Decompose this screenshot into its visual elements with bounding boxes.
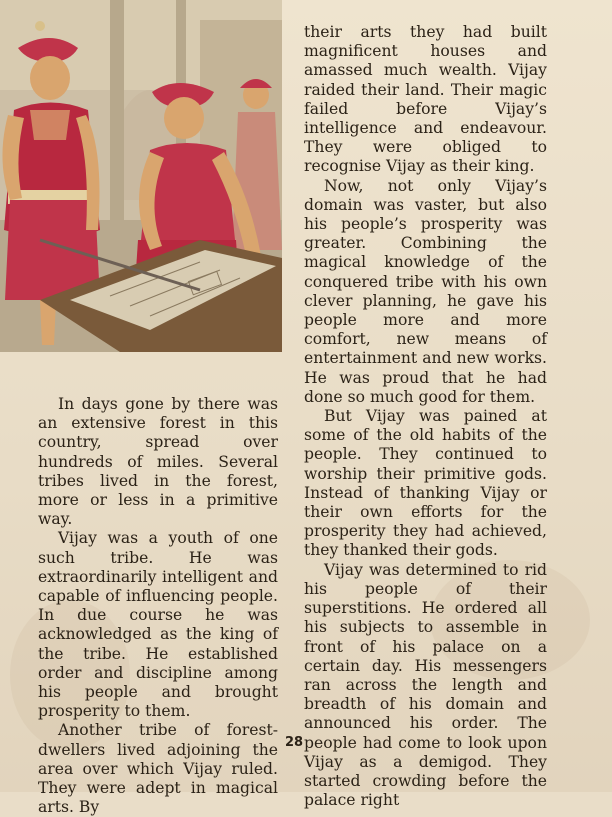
left-text-column <box>38 395 278 817</box>
paragraph: Vijay was a youth of one such tribe. He was extraordinarily intelligent and capable of influencing people. In due course he was acknowledged as the king of the tribe. He established order and discipline among his people and brought prosperity to them. <box>38 529 278 721</box>
page-number: 28 <box>284 735 304 750</box>
story-illustration <box>0 0 282 352</box>
paragraph: Now, not only Vijay’s domain was vaster, but also his people’s prosperity was greater. Combining the magical knowledge of the conquered tribe with his own clever planning, he gave his people more and more comfort, new means of entertainment and new works. He was proud that he had done so much good for them. <box>304 176 547 406</box>
paragraph: But Vijay was pained at some of the old habits of the people. They continued to worship their primitive gods. Instead of thanking Vijay or their own efforts for the prosperity they had achieved, they thanked their gods. <box>304 407 547 560</box>
right-text-column <box>304 23 547 810</box>
paragraph: Vijay was determined to rid his people of their superstitions. He ordered all his subjects to assemble in front of his palace on a certain day. His messengers ran across the length and breadth of his domain and announced his order. The people had come to look upon Vijay as a demigod. They started crowding before the palace right <box>304 560 547 810</box>
paragraph: their arts they had built magnificent houses and amassed much wealth. Vijay raided their land. Their magic failed before Vijay’s intelligence and endeavour. They were obliged to recognise Vijay as their king. <box>304 23 547 176</box>
paragraph: In days gone by there was an extensive forest in this country, spread over hundreds of miles. Several tribes lived in the forest, more or less in a primitive way. <box>38 395 278 529</box>
illustration-svg <box>0 0 282 352</box>
bleed-through-text <box>70 352 270 366</box>
paragraph: Another tribe of forest-dwellers lived adjoining the area over which Vijay ruled. They were adept in magical arts. By <box>38 721 278 817</box>
